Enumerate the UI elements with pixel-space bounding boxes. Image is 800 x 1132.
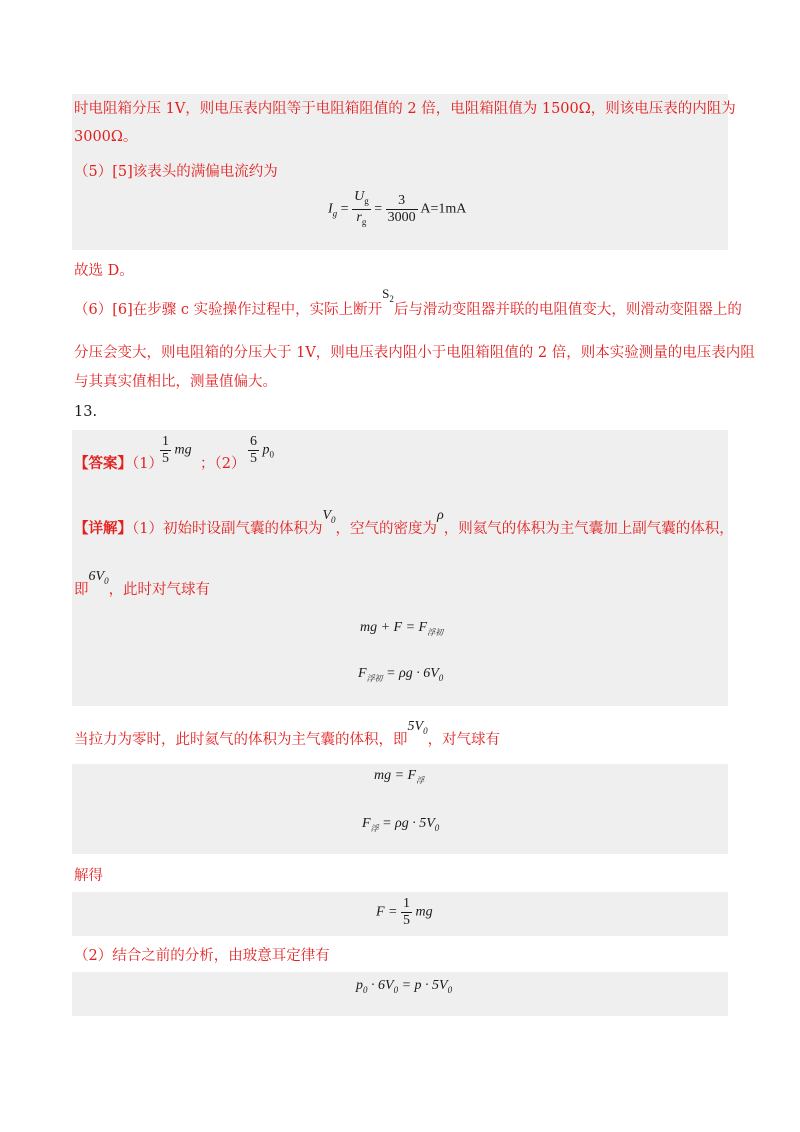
solution-block-top (72, 94, 736, 250)
separator: ； (200, 456, 215, 472)
formula-symbol: mg (174, 442, 192, 458)
text-line (74, 286, 742, 325)
fraction-denominator: 3000 (387, 210, 416, 225)
fraction-numerator: 1 (162, 434, 169, 449)
formula-subscript: g (361, 217, 367, 227)
equation-block (72, 972, 728, 1016)
equation-block (72, 892, 728, 936)
text-span: ，则氦气的体积为主气囊加上副气囊的体积， (443, 521, 734, 537)
formula-subscript: 0 (269, 449, 274, 460)
fraction-numerator: 3 (386, 193, 418, 210)
text-span: （6）[6]在步骤 c 实验操作过程中，实际上断开 (74, 302, 383, 318)
formula-symbol: I (328, 201, 333, 217)
fraction-denominator: 5 (162, 451, 169, 466)
text-span: ，此时对气球有 (108, 582, 211, 598)
answer-tag: 【答案】 (74, 455, 132, 472)
formula-boyle: $p_0 \cdot 6V_0 = p \cdot 5V_0$ (356, 978, 453, 995)
text-line: （2）结合之前的分析，由玻意耳定律有 (74, 948, 330, 964)
answer-block (72, 430, 734, 706)
fraction (352, 189, 371, 230)
formula-subscript: g (332, 208, 338, 219)
text-span: 即 (74, 582, 89, 598)
formula-tail: A=1mA (420, 201, 467, 217)
detail-line (74, 569, 211, 605)
fraction-denominator: r (356, 210, 362, 225)
text-line: （5）[5]该表头的满偏电流约为 (74, 164, 278, 180)
formula-subscript: g (364, 196, 369, 206)
formula-equation: $F_浮 = \rho g \cdot 5V_0$ (362, 816, 440, 833)
fraction-numerator: U (354, 189, 365, 204)
formula-symbol: ρ (437, 508, 444, 523)
formula-answer-1 (160, 434, 192, 467)
fraction-denominator: 5 (250, 451, 257, 466)
text-line: 解得 (74, 868, 103, 884)
text-line (74, 719, 501, 755)
formula-answer-2 (248, 434, 274, 467)
text-span: （1） (132, 456, 163, 472)
text-line: 故选 D。 (74, 263, 134, 279)
formula-symbol: $5V_0$ (407, 719, 428, 736)
fraction (386, 193, 418, 226)
text-span: （1）初始时设副气囊的体积为 (132, 521, 323, 537)
text-span: ，空气的密度为 (335, 521, 438, 537)
answer-line (74, 454, 163, 474)
detail-line (74, 508, 734, 544)
formula-equation: mg = $F_浮$ (374, 768, 425, 785)
formula-symbol: $S_2$ (382, 286, 394, 304)
text-line: 与其真实值相比，测量值偏大。 (74, 374, 277, 390)
formula-equation: mg + $F = F_{浮初}$ (360, 620, 444, 637)
fraction-numerator: 6 (250, 434, 257, 449)
text-line: 时电阻箱分压 1V，则电压表内阻等于电阻箱阻值的 2 倍，电阻箱阻值为 1500Ω，则该电压表的内阻为 (74, 101, 736, 117)
text-line: 3000Ω。 (74, 129, 138, 145)
formula-symbol: $V_0$ (322, 508, 336, 525)
text-span: （2） (214, 456, 246, 472)
formula-full-current: $I_g$ = $\frac{U_g}{r_g}$ = $\frac{3}{3000}$ A=1mA (328, 189, 466, 230)
text-span: 后与滑动变阻器并联的电阻值变大，则滑动变阻器上的 (393, 302, 742, 318)
detail-tag: 【详解】 (74, 520, 132, 537)
question-number: 13. (74, 404, 98, 420)
formula-result: F = $\frac{1}{5}$ mg (376, 896, 433, 928)
formula-symbol: $6V_0$ (88, 569, 109, 586)
text-span: 当拉力为零时，此时氦气的体积为主气囊的体积，即 (74, 732, 408, 748)
fraction-numerator: 1 (403, 896, 410, 911)
equation-block (72, 764, 728, 854)
text-line: 分压会变大，则电阻箱的分压大于 1V，则电压表内阻小于电阻箱阻值的 2 倍，则本实验测量的电压表内阻 (74, 345, 755, 361)
text-span (200, 454, 245, 474)
text-span: ，对气球有 (427, 732, 501, 748)
formula-symbol: p (262, 442, 270, 458)
fraction-denominator: 5 (403, 913, 410, 928)
formula-equation: $F_{浮初} = \rho g \cdot 6V_0$ (358, 666, 444, 683)
